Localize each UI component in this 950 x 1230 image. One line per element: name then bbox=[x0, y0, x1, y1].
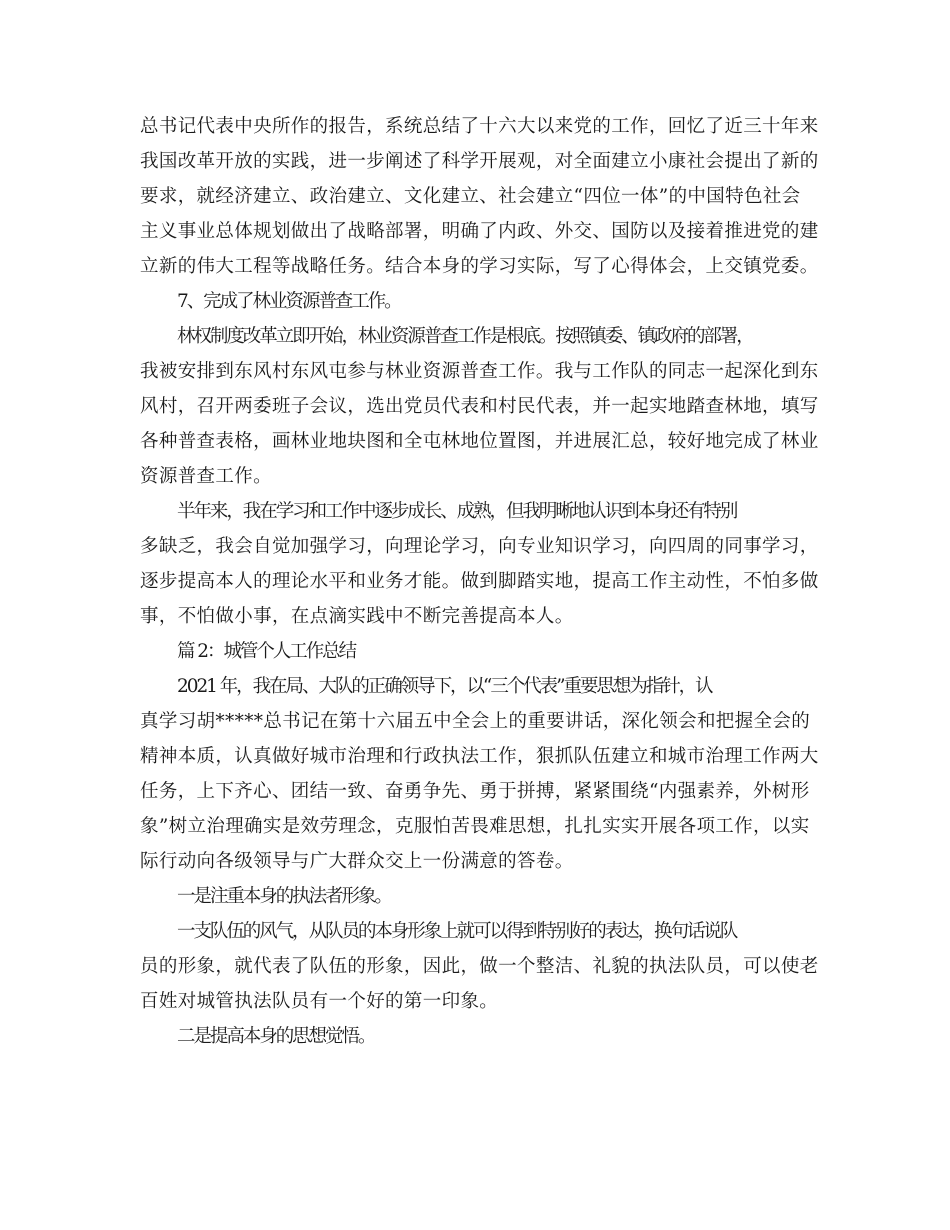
paragraph-line: 任务，上下齐心、团结一致、奋勇争先、勇于拼搏，紧紧围绕“内强素养，外树形 bbox=[140, 781, 810, 802]
paragraph-line: 总书记代表中央所作的报告，系统总结了十六大以来党的工作，回忆了近三十年来 bbox=[140, 116, 819, 137]
paragraph-line: 我国改革开放的实践，进一步阐述了科学开展观，对全面建立小康社会提出了新的 bbox=[140, 151, 819, 172]
section-heading: 一是注重本身的执法者形象。 bbox=[177, 886, 391, 907]
section-heading: 二是提高本身的思想觉悟。 bbox=[177, 1026, 375, 1047]
paragraph-line: 风村，召开两委班子会议，选出党员代表和村民代表，并一起实地踏查林地，填写 bbox=[140, 396, 819, 417]
paragraph-line: 象”树立治理确实是效劳理念，克服怕苦畏难思想，扎扎实实开展各项工作，以实 bbox=[140, 816, 810, 837]
paragraph-line: 真学习胡*****总书记在第十六届五中全会上的重要讲话，深化领会和把握全会的 bbox=[140, 711, 811, 732]
paragraph-line: 际行动向各级领导与广大群众交上一份满意的答卷。 bbox=[140, 851, 574, 872]
paragraph-line: 多缺乏，我会自觉加强学习，向理论学习，向专业知识学习，向四周的同事学习， bbox=[140, 536, 819, 557]
paragraph-line: 资源普查工作。 bbox=[140, 466, 272, 487]
paragraph-line: 一支队伍的风气，从队员的本身形象上就可以得到特别好的表达，换句话说队 bbox=[177, 921, 737, 942]
paragraph-line: 林权制度改革立即开始，林业资源普查工作是根底。按照镇委、镇政府的部署， bbox=[177, 326, 753, 347]
paragraph-line: 立新的伟大工程等战略任务。结合本身的学习实际，写了心得体会，上交镇党委。 bbox=[140, 256, 819, 277]
paragraph-line: 百姓对城管执法队员有一个好的第一印象。 bbox=[140, 991, 499, 1012]
paragraph-line: 各种普查表格，画林业地块图和全屯林地位置图，并进展汇总，较好地完成了林业 bbox=[140, 431, 819, 452]
paragraph-line: 我被安排到东风村东风屯参与林业资源普查工作。我与工作队的同志一起深化到东 bbox=[140, 361, 819, 382]
paragraph-line: 要求，就经济建立、政治建立、文化建立、社会建立“四位一体”的中国特色社会 bbox=[140, 186, 801, 207]
paragraph-line: 主义事业总体规划做出了战略部署，明确了内政、外交、国防以及接着推进党的建 bbox=[140, 221, 819, 242]
section-heading: 篇 2：城管个人工作总结 bbox=[177, 641, 356, 662]
paragraph-line: 半年来，我在学习和工作中逐步成长、成熟，但我明晰地认识到本身还有特别 bbox=[177, 501, 737, 522]
paragraph-line: 事，不怕做小事，在点滴实践中不断完善提高本人。 bbox=[140, 606, 574, 627]
section-heading: 7、完成了林业资源普查工作。 bbox=[177, 291, 401, 312]
paragraph-line: 2021 年，我在局、大队的正确领导下，以“三个代表”重要思想为指针，认 bbox=[177, 676, 712, 697]
paragraph-line: 员的形象，就代表了队伍的形象，因此，做一个整洁、礼貌的执法队员，可以使老 bbox=[140, 956, 819, 977]
paragraph-line: 精神本质，认真做好城市治理和行政执法工作，狠抓队伍建立和城市治理工作两大 bbox=[140, 746, 819, 767]
paragraph-line: 逐步提高本人的理论水平和业务才能。做到脚踏实地，提高工作主动性，不怕多做 bbox=[140, 571, 819, 592]
